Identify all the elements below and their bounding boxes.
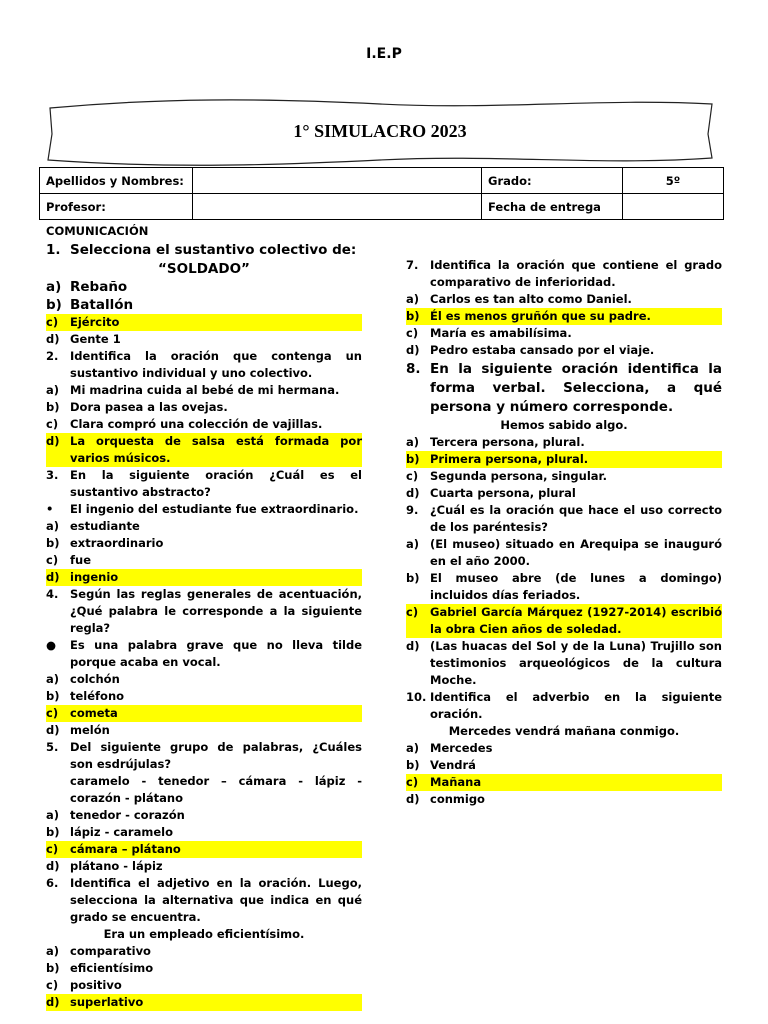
- option[interactable]: a) comparativo: [46, 944, 151, 958]
- question-6-sentence: Era un empleado eficientísimo.: [103, 927, 305, 941]
- option[interactable]: a) Carlos es tan alto como Daniel.: [406, 292, 632, 306]
- question-10-sentence: Mercedes vendrá mañana conmigo.: [448, 724, 680, 738]
- question-4: 4. Según las reglas generales de acentuación, ¿Qué palabra le corresponde a la siguiente regla?: [46, 587, 362, 635]
- option[interactable]: d) Pedro estaba cansado por el viaje.: [406, 343, 655, 357]
- option[interactable]: c) fue: [46, 553, 91, 567]
- option[interactable]: a) Mi madrina cuida al bebé de mi hermana.: [46, 383, 340, 397]
- date-label: Fecha de entrega: [482, 194, 623, 220]
- question-7: 7. Identifica la oración que contiene el grado comparativo de inferioridad.: [406, 258, 722, 289]
- option[interactable]: d) conmigo: [406, 792, 485, 806]
- option[interactable]: c) María es amabilísima.: [406, 326, 572, 340]
- option[interactable]: b) eficientísimo: [46, 961, 154, 975]
- option[interactable]: a) estudiante: [46, 519, 140, 533]
- option[interactable]: b) lápiz - caramelo: [46, 825, 173, 839]
- teacher-label: Profesor:: [40, 194, 193, 220]
- option[interactable]: b) El museo abre (de lunes a domingo) incluidos días feriados.: [406, 571, 722, 602]
- option[interactable]: c) Segunda persona, singular.: [406, 469, 607, 483]
- option[interactable]: d) Gente 1: [46, 332, 121, 346]
- option[interactable]: c) Clara compró una colección de vajillas.: [46, 417, 323, 431]
- option[interactable]: a) colchón: [46, 672, 120, 686]
- option-highlighted-answer[interactable]: c) Ejército: [46, 314, 362, 331]
- option-highlighted-answer[interactable]: b) Él es menos gruñón que su padre.: [406, 308, 722, 325]
- grade-label: Grado:: [482, 168, 623, 194]
- question-1-word: “SOLDADO”: [158, 261, 250, 277]
- option[interactable]: a) Tercera persona, plural.: [406, 435, 585, 449]
- question-8: 8. En la siguiente oración identifica la forma verbal. Selecciona, a qué persona y número corresponde.: [406, 361, 722, 415]
- option[interactable]: a) Mercedes: [406, 741, 493, 755]
- subject-area: COMUNICACIÓN: [46, 224, 149, 238]
- option-highlighted-answer[interactable]: d) La orquesta de salsa está formada por varios músicos.: [46, 434, 362, 465]
- option[interactable]: b) extraordinario: [46, 536, 164, 550]
- option[interactable]: d) melón: [46, 723, 110, 737]
- date-field[interactable]: [623, 194, 724, 220]
- question-5-words: caramelo - tenedor – cámara - lápiz - corazón - plátano: [70, 774, 362, 805]
- exam-title: 1° SIMULACRO 2023: [293, 121, 467, 141]
- question-6: 6. Identifica el adjetivo en la oración. Luego, selecciona la alternativa que indica en qué grado se encuentra.: [46, 876, 362, 924]
- option[interactable]: b) teléfono: [46, 689, 125, 703]
- option-highlighted-answer[interactable]: d) superlativo: [46, 994, 362, 1011]
- option[interactable]: b) Vendrá: [406, 758, 476, 772]
- option-highlighted-answer[interactable]: c) cámara – plátano: [46, 841, 362, 858]
- option-highlighted-answer[interactable]: b) Primera persona, plural.: [406, 451, 722, 468]
- option[interactable]: a) (El museo) situado en Arequipa se inauguró en el año 2000.: [406, 537, 722, 568]
- option-highlighted-answer[interactable]: c) cometa: [46, 705, 362, 722]
- left-column: [46, 241, 362, 1011]
- question-3-sentence: • El ingenio del estudiante fue extraordinario.: [46, 502, 359, 516]
- option-highlighted-answer[interactable]: d) ingenio: [46, 569, 362, 586]
- names-label: Apellidos y Nombres:: [40, 168, 193, 194]
- option[interactable]: a) tenedor - corazón: [46, 808, 185, 822]
- teacher-field[interactable]: [193, 194, 482, 220]
- option[interactable]: c) positivo: [46, 978, 122, 992]
- option[interactable]: d) (Las huacas del Sol y de la Luna) Trujillo son testimonios arqueológicos de la cultura Moche.: [406, 639, 722, 687]
- question-4-rule: ● Es una palabra grave que no lleva tilde porque acaba en vocal.: [46, 638, 362, 669]
- option[interactable]: a) Rebaño: [46, 279, 128, 295]
- option-highlighted-answer[interactable]: c) Mañana: [406, 774, 722, 791]
- option[interactable]: b) Dora pasea a las ovejas.: [46, 400, 228, 414]
- option[interactable]: b) Batallón: [46, 297, 134, 313]
- option[interactable]: d) plátano - lápiz: [46, 859, 163, 873]
- option-highlighted-answer[interactable]: c) Gabriel García Márquez (1927-2014) escribió la obra Cien años de soledad.: [406, 605, 722, 636]
- question-1: [46, 241, 362, 260]
- question-3: 3. En la siguiente oración ¿Cuál es el sustantivo abstracto?: [46, 468, 362, 499]
- question-2: 2. Identifica la oración que contenga un sustantivo individual y uno colectivo.: [46, 349, 362, 380]
- question-10: 10. Identifica el adverbio en la siguiente oración.: [406, 690, 722, 721]
- option[interactable]: d) Cuarta persona, plural: [406, 486, 576, 500]
- question-9: 9. ¿Cuál es la oración que hace el uso correcto de los paréntesis?: [406, 503, 722, 534]
- question-number: 1.: [46, 242, 61, 258]
- school-name: I.E.P: [366, 46, 402, 62]
- names-field[interactable]: [193, 168, 482, 194]
- question-text: Selecciona el sustantivo colectivo de:: [70, 242, 357, 258]
- right-column: [406, 257, 722, 808]
- question-5: 5. Del siguiente grupo de palabras, ¿Cuáles son esdrújulas?: [46, 740, 362, 771]
- question-8-sentence: Hemos sabido algo.: [500, 418, 628, 432]
- grade-value: 5º: [623, 168, 724, 194]
- student-info-table: [39, 167, 724, 220]
